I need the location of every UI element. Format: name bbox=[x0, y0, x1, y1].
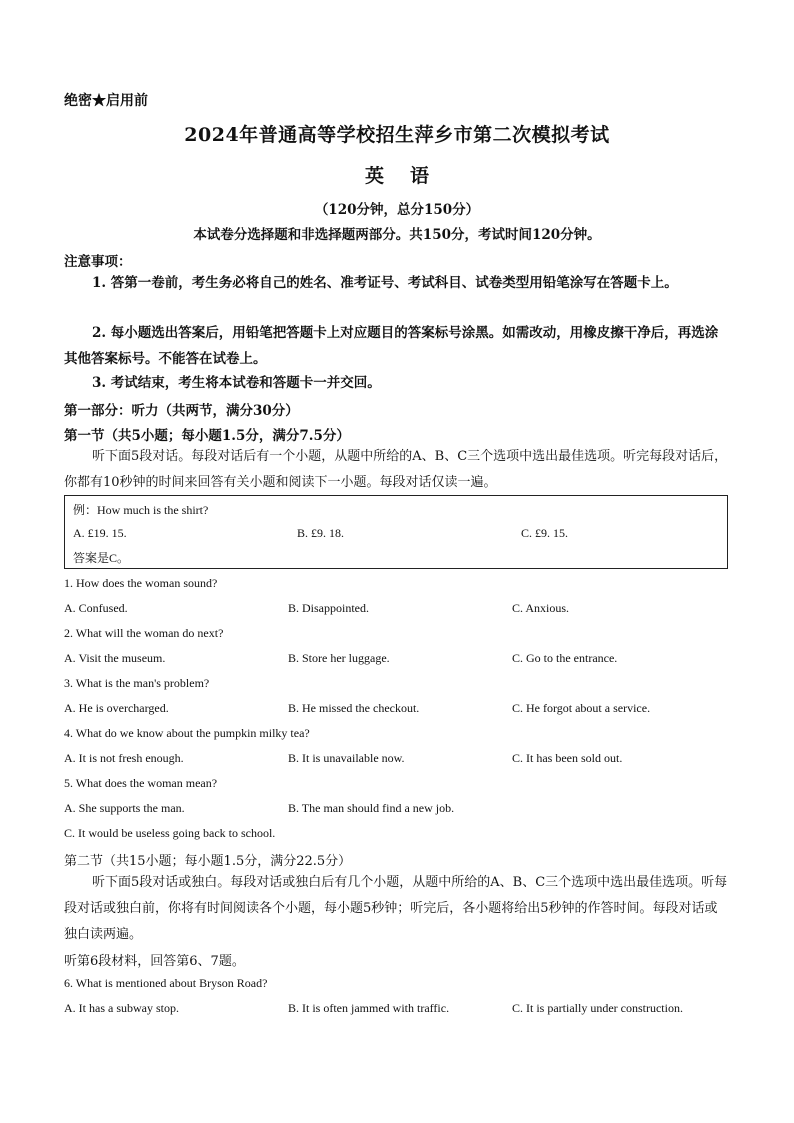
q1-option-a: A. Confused. bbox=[64, 601, 128, 615]
section2-heading: 第二节（共15小题；每小题1.5分，满分22.5分） bbox=[64, 854, 352, 869]
note-item-2: 2. 每小题选出答案后，用铅笔把答题卡上对应题目的答案标号涂黑。如需改动，用橡皮擦干净后，再选涂其他答案标号。不能答在试卷上。 bbox=[64, 325, 719, 367]
q1-option-c: C. Anxious. bbox=[512, 601, 570, 615]
example-question: 例：How much is the shirt? bbox=[73, 503, 209, 517]
subject-title: 英语 bbox=[364, 165, 455, 187]
question-5: 5. What does the woman mean? bbox=[64, 776, 218, 790]
question-3: 3. What is the man's problem? bbox=[64, 676, 210, 690]
note-item-3: 3. 考试结束，考生将本试卷和答题卡一并交回。 bbox=[92, 375, 381, 391]
section2-instructions: 听下面5段对话或独白。每段对话或独白后有几个小题，从题中所给的A、B、C三个选项中选出最佳选项。听每段对话或独白前，你将有时间阅读各个小题，每小题5秒钟；听完后，各小题将给出5秒钟的作答时间。每段对话或独白读两遍。 bbox=[64, 875, 728, 942]
q4-option-c: C. It has been sold out. bbox=[512, 751, 623, 765]
q6-option-a: A. It has a subway stop. bbox=[64, 1001, 179, 1015]
q5-option-a: A. She supports the man. bbox=[64, 801, 185, 815]
question-6: 6. What is mentioned about Bryson Road? bbox=[64, 976, 268, 990]
exam-title: 2024年普通高等学校招生萍乡市第二次模拟考试 bbox=[184, 124, 610, 146]
confidential-label: 绝密★启用前 bbox=[64, 93, 148, 109]
example-answer: 答案是C。 bbox=[73, 551, 130, 565]
q4-option-a: A. It is not fresh enough. bbox=[64, 751, 184, 765]
section1-heading: 第一节（共5小题；每小题1.5分，满分7.5分） bbox=[64, 428, 350, 444]
notes-heading: 注意事项： bbox=[64, 254, 132, 270]
exam-description: 本试卷分选择题和非选择题两部分。共150分，考试时间120分钟。 bbox=[193, 227, 601, 243]
q1-option-b: B. Disappointed. bbox=[288, 601, 369, 615]
question-4: 4. What do we know about the pumpkin milky tea? bbox=[64, 726, 310, 740]
question-2: 2. What will the woman do next? bbox=[64, 626, 224, 640]
material-note: 听第6段材料，回答第6、7题。 bbox=[64, 954, 245, 969]
q5-option-b: B. The man should find a new job. bbox=[288, 801, 455, 815]
q6-option-c: C. It is partially under construction. bbox=[512, 1001, 683, 1015]
example-box bbox=[64, 495, 728, 569]
note-item-1: 1. 答第一卷前，考生务必将自己的姓名、准考证号、考试科目、试卷类型用铅笔涂写在答题卡上。 bbox=[92, 275, 678, 291]
q5-option-c: C. It would be useless going back to school. bbox=[64, 826, 276, 840]
q3-option-c: C. He forgot about a service. bbox=[512, 701, 651, 715]
q2-option-c: C. Go to the entrance. bbox=[512, 651, 618, 665]
example-option-c: C. £9. 15. bbox=[521, 526, 569, 540]
example-option-b: B. £9. 18. bbox=[297, 526, 345, 540]
q3-option-a: A. He is overcharged. bbox=[64, 701, 169, 715]
part1-heading: 第一部分：听力（共两节，满分30分） bbox=[64, 403, 299, 419]
q2-option-b: B. Store her luggage. bbox=[288, 651, 390, 665]
q6-option-b: B. It is often jammed with traffic. bbox=[288, 1001, 450, 1015]
exam-time-total: （120分钟，总分150分） bbox=[314, 202, 480, 218]
question-1: 1. How does the woman sound? bbox=[64, 576, 218, 590]
section1-instructions: 听下面5段对话。每段对话后有一个小题，从题中所给的A、B、C三个选项中选出最佳选项。听完每段对话后，你都有10秒钟的时间来回答有关小题和阅读下一小题。每段对话仅读一遍。 bbox=[64, 449, 728, 490]
example-option-a: A. £19. 15. bbox=[73, 526, 127, 540]
q3-option-b: B. He missed the checkout. bbox=[288, 701, 420, 715]
q2-option-a: A. Visit the museum. bbox=[64, 651, 166, 665]
q4-option-b: B. It is unavailable now. bbox=[288, 751, 405, 765]
